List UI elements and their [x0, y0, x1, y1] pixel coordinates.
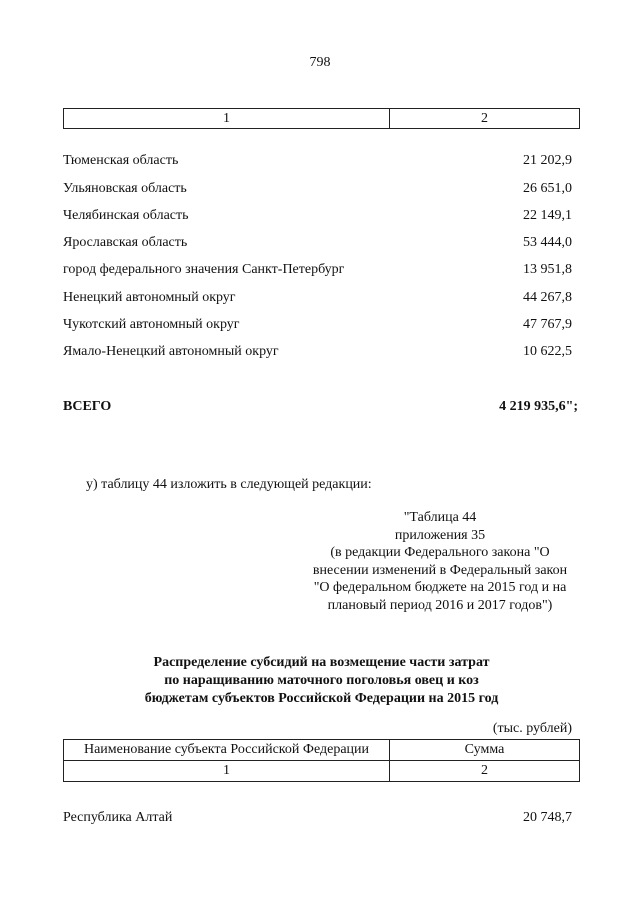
- units-label: (тыс. рублей): [492, 721, 572, 736]
- heading-line: Распределение субсидий на возмещение части затрат: [153, 655, 490, 670]
- table-row: [63, 809, 572, 827]
- region-value: 13 951,8: [523, 262, 572, 277]
- region-name: Ямало-Ненецкий автономный округ: [63, 344, 279, 359]
- heading-line: бюджетам субъектов Российской Федерации на 2015 год: [144, 691, 499, 706]
- column-number-2: 2: [390, 109, 580, 129]
- column-number-1: 1: [64, 109, 390, 129]
- region-value: 44 267,8: [523, 290, 572, 305]
- caption-line: "Таблица 44: [403, 510, 477, 525]
- caption-line: "О федеральном бюджете на 2015 год и на: [313, 580, 567, 595]
- header-region-name: Наименование субъекта Российской Федерации: [64, 740, 390, 761]
- caption-line: плановый период 2016 и 2017 годов"): [327, 597, 553, 613]
- region-name: Ярославская область: [63, 235, 188, 250]
- region-name: Республика Алтай: [63, 810, 173, 825]
- caption-line: (в редакции Федерального закона "О: [330, 545, 550, 560]
- region-value: 53 444,0: [523, 235, 572, 250]
- total-label: ВСЕГО: [63, 399, 112, 414]
- document-heading: [63, 654, 580, 708]
- caption-line: приложения 35: [394, 527, 486, 543]
- region-value: 21 202,9: [523, 153, 572, 168]
- table-row: [63, 316, 572, 334]
- header-sum: Сумма: [390, 740, 580, 761]
- region-name: Ульяновская область: [63, 181, 187, 196]
- table-caption: [300, 509, 580, 614]
- table-row: [63, 152, 572, 170]
- table-row: [63, 343, 572, 361]
- region-name: Тюменская область: [63, 153, 179, 168]
- region-name: Челябинская область: [63, 208, 189, 223]
- region-value: 22 149,1: [523, 208, 572, 223]
- amendment-instruction: у) таблицу 44 изложить в следующей редакции:: [86, 477, 372, 492]
- total-row: [63, 398, 578, 416]
- heading-line: по наращиванию маточного поголовья овец и коз: [164, 673, 479, 688]
- column-number-2: 2: [390, 761, 580, 782]
- table-row: [63, 180, 572, 198]
- bottom-table-header: [63, 739, 580, 782]
- region-name: Чукотский автономный округ: [63, 317, 240, 332]
- table-row: [63, 234, 572, 252]
- region-value: 10 622,5: [523, 344, 572, 359]
- region-value: 26 651,0: [523, 181, 572, 196]
- column-number-1: 1: [64, 761, 390, 782]
- table-row: [63, 289, 572, 307]
- total-value: 4 219 935,6";: [499, 399, 578, 414]
- table-row: [63, 261, 572, 279]
- region-value: 20 748,7: [523, 810, 572, 825]
- page-number: 798: [309, 55, 331, 70]
- table-row: [63, 207, 572, 225]
- top-table-header: [63, 108, 580, 129]
- caption-line: внесении изменений в Федеральный закон: [312, 562, 568, 578]
- region-name: город федерального значения Санкт-Петербург: [63, 262, 345, 277]
- region-name: Ненецкий автономный округ: [63, 290, 236, 305]
- region-value: 47 767,9: [523, 317, 572, 332]
